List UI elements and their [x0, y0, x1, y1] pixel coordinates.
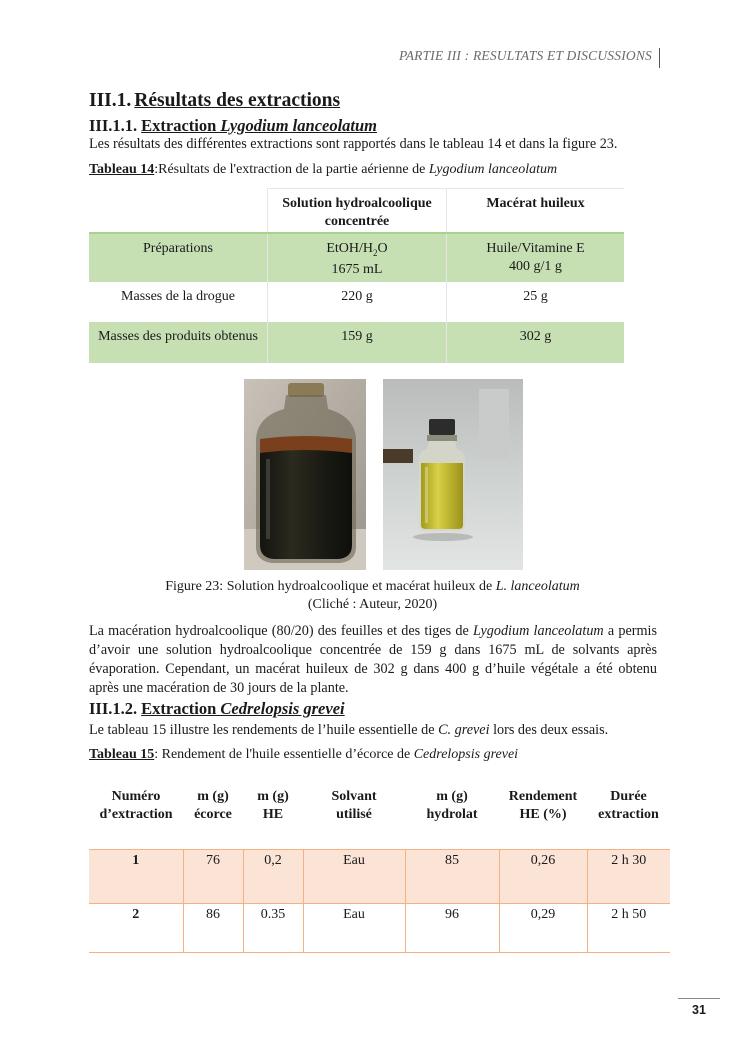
table15-r1-c3: Eau — [303, 850, 405, 904]
table15-r1-c1: 76 — [183, 850, 243, 904]
table15-r2-c5: 0,29 — [499, 904, 587, 953]
table-14 — [89, 188, 624, 363]
table15-caption — [89, 747, 518, 763]
table14-row1-col2-line1: Huile/Vitamine E — [486, 240, 585, 256]
table15-header-col6-l1: Durée — [610, 789, 647, 804]
table15-caption-text: : Rendement de l'huile essentielle d’écorce de — [154, 747, 414, 762]
section-number: III.1. — [89, 90, 132, 111]
table14-row-masses-drogue — [89, 282, 624, 322]
subsection-heading-2 — [89, 699, 345, 719]
table14-row3-label: Masses des produits obtenus — [89, 322, 268, 363]
table15-header-col4-l1: m (g) — [436, 789, 468, 804]
table14-label: Tableau 14 — [89, 162, 155, 177]
para2-text-b: a permis d’avoir une solution hydroalcoolique concentrée de 159 g dans 1675 mL de solvants après évaporation. Cependant, un macérat huileux de 302 g dans 400 g d’huile végétale a été obtenu après une macération de 30 jours de la plante. — [89, 623, 657, 696]
table14-row3-col1: 159 g — [268, 322, 447, 363]
table14-row1-col2 — [447, 233, 625, 282]
table15-row-2 — [89, 904, 670, 953]
table15-r1-c0: 1 — [89, 850, 183, 904]
table15-header-col4-l2: hydrolat — [426, 807, 478, 822]
table15-label: Tableau 15 — [89, 747, 155, 762]
table15-header-col5 — [499, 775, 587, 837]
intro2-text-a: Le tableau 15 illustre les rendements de l’huile essentielle de — [89, 722, 439, 738]
subsection-2-title: Extraction — [141, 699, 221, 718]
table15-spacer — [89, 837, 670, 850]
table15-header-col3 — [303, 775, 405, 837]
table14-caption-italic: Lygodium lanceolatum — [428, 162, 558, 177]
intro2-italic: C. grevei — [438, 722, 490, 738]
table15-caption-italic: Cedrelopsis grevei — [413, 747, 519, 762]
section-title: Résultats des extractions — [134, 90, 341, 111]
table15-header-col0-l2: d’extraction — [99, 807, 173, 822]
running-header — [300, 48, 660, 70]
subsection-1-title: Extraction — [141, 116, 221, 135]
subsection-2-number: III.1.2. — [89, 699, 138, 718]
subsection-1-number: III.1.1. — [89, 116, 138, 135]
table14-row1-col1-volume: 1675 mL — [331, 262, 383, 278]
table14-row1-col1-formula-b: O — [377, 240, 388, 256]
table15-header-col0-l1: Numéro — [111, 789, 161, 804]
table-15 — [89, 775, 670, 953]
table14-row-masses-produits — [89, 322, 624, 363]
table15-header-col6-l2: extraction — [598, 807, 659, 822]
figure23-credit: (Cliché : Auteur, 2020) — [307, 597, 438, 612]
header-rule — [659, 48, 661, 68]
table15-header-col5-l2: HE (%) — [519, 807, 567, 822]
table15-header-col2 — [243, 775, 303, 837]
photo-oily-macerate — [383, 379, 523, 570]
table15-r2-c2: 0.35 — [243, 904, 303, 953]
table15-header-col1 — [183, 775, 243, 837]
table15-header-col1-l2: écorce — [194, 807, 232, 822]
table15-header-col2-l1: m (g) — [257, 789, 289, 804]
table15-r1-c4: 85 — [405, 850, 499, 904]
table14-header-col2: Macérat huileux — [447, 189, 625, 233]
table15-row-1 — [89, 850, 670, 904]
table14-row3-col2: 302 g — [519, 328, 552, 344]
table14-row2-col2: 25 g — [523, 288, 548, 304]
table15-r1-c5: 0,26 — [499, 850, 587, 904]
table15-r2-c6: 2 h 50 — [587, 904, 670, 953]
table14-row1-label: Préparations — [89, 233, 268, 282]
table15-r2-c1: 86 — [183, 904, 243, 953]
para2-text-a: La macération hydroalcoolique (80/20) des feuilles et des tiges de — [89, 623, 473, 639]
table15-header-col3-l1: Solvant — [331, 789, 377, 804]
table15-header-col1-l1: m (g) — [197, 789, 229, 804]
intro-paragraph-2 — [89, 721, 657, 740]
table15-header-col5-l1: Rendement — [508, 789, 578, 804]
subsection-heading-1 — [89, 116, 377, 136]
table15-header-col2-l2: HE — [262, 807, 284, 822]
table14-row1-col1-sub: 2 — [373, 247, 378, 258]
table14-header-col1: Solution hydroalcoolique concentrée — [268, 189, 447, 233]
table15-r1-c2: 0,2 — [243, 850, 303, 904]
table14-row1-col1-formula-a: EtOH/H — [326, 240, 374, 256]
section-heading — [89, 90, 340, 112]
table15-r2-c0: 2 — [89, 904, 183, 953]
table14-row2-col1: 220 g — [268, 282, 447, 322]
table15-header-col4 — [405, 775, 499, 837]
subsection-2-title-italic: Cedrelopsis grevei — [220, 699, 345, 718]
figure23-caption — [0, 579, 745, 595]
table14-header-empty — [89, 189, 268, 233]
table14-row2-label: Masses de la drogue — [89, 282, 268, 322]
intro2-text-b: lors des deux essais. — [489, 722, 609, 738]
paragraph-maceration — [89, 622, 657, 698]
para2-italic: Lygodium lanceolatum — [473, 623, 604, 639]
table15-r2-c3: Eau — [303, 904, 405, 953]
table14-row1-col2-line2: 400 g/1 g — [509, 258, 562, 274]
table14-row-preparations — [89, 233, 624, 282]
table14-row1-col1 — [268, 233, 447, 282]
table14-caption — [89, 162, 557, 178]
table15-header-col3-l2: utilisé — [336, 807, 372, 822]
figure23-caption-text: Figure 23: Solution hydroalcoolique et macérat huileux de — [165, 579, 496, 594]
running-header-text: PARTIE III : RESULTATS ET DISCUSSIONS — [398, 48, 652, 63]
table14-header-row — [89, 189, 624, 233]
table15-r2-c4: 96 — [405, 904, 499, 953]
table15-header-row — [89, 775, 670, 837]
table14-caption-text: :Résultats de l'extraction de la partie aérienne de — [154, 162, 429, 177]
photo-hydroalcoholic-solution — [244, 379, 366, 570]
intro-paragraph-1: Les résultats des différentes extractions sont rapportés dans le tableau 14 et dans la figure 23. — [89, 136, 618, 152]
table15-header-col6 — [587, 775, 670, 837]
subsection-1-title-italic: Lygodium lanceolatum — [220, 116, 378, 135]
table15-r1-c6: 2 h 30 — [587, 850, 670, 904]
table15-header-col0 — [89, 775, 183, 837]
table15-spacer-cell — [89, 837, 670, 850]
figure23-caption-italic: L. lanceolatum — [495, 579, 580, 594]
page-number: 31 — [678, 998, 720, 1017]
